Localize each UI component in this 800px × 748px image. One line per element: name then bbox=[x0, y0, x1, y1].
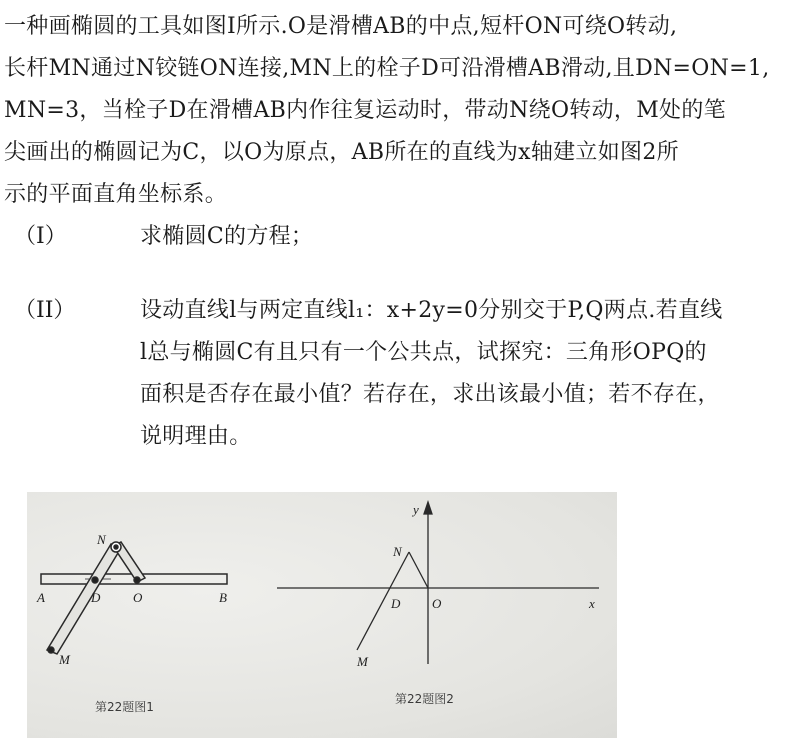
problem-line: 长杆MN通过N铰链ON连接,MN上的栓子D可沿滑槽AB滑动,且DN=ON=1, bbox=[4, 56, 770, 81]
fig2-label-y: y bbox=[413, 502, 419, 517]
segment-nm bbox=[357, 552, 409, 650]
rod-mn bbox=[47, 544, 121, 654]
figure-photo bbox=[27, 492, 617, 738]
figure-2-caption: 第22题图2 bbox=[395, 692, 454, 706]
part-2-line: l总与椭圆C有且只有一个公共点，试探究：三角形OPQ的 bbox=[140, 340, 707, 365]
fig2-label-m: M bbox=[357, 654, 368, 669]
figure-2 bbox=[277, 502, 599, 664]
part-1-line: 求椭圆C的方程； bbox=[140, 224, 314, 249]
problem-statement bbox=[4, 6, 794, 216]
y-axis-arrow bbox=[424, 502, 432, 514]
segment-on bbox=[409, 552, 428, 588]
fig1-label-b: B bbox=[219, 590, 227, 605]
fig1-label-n: N bbox=[97, 532, 106, 547]
pivot-o bbox=[134, 577, 140, 583]
fig2-label-o: O bbox=[432, 596, 442, 611]
fig1-label-m: M bbox=[59, 652, 70, 667]
fig1-label-o: O bbox=[133, 590, 143, 605]
part-2-body bbox=[140, 290, 790, 458]
hinge-n-center bbox=[114, 545, 118, 549]
fig1-label-d: D bbox=[91, 590, 101, 605]
part-2-label: （II） bbox=[14, 298, 76, 323]
part-2-line: 说明理由。 bbox=[140, 424, 252, 449]
fig2-label-x: x bbox=[589, 596, 595, 611]
fig2-label-n: N bbox=[393, 544, 402, 559]
part-2-line: 面积是否存在最小值？若存在，求出该最小值；若不存在， bbox=[140, 382, 720, 407]
part-2-line: 设动直线l与两定直线l₁：x+2y=0分别交于P,Q两点.若直线 bbox=[140, 298, 723, 323]
problem-line: MN=3，当栓子D在滑槽AB内作往复运动时，带动N绕O转动，M处的笔 bbox=[4, 98, 726, 123]
pin-d bbox=[92, 577, 98, 583]
part-1-label: （I） bbox=[14, 224, 67, 249]
part-1-body bbox=[140, 216, 790, 258]
problem-line: 一种画椭圆的工具如图Ⅰ所示.O是滑槽AB的中点,短杆ON可绕O转动, bbox=[4, 14, 678, 39]
figure-1-caption: 第22题图1 bbox=[95, 700, 154, 714]
problem-line: 示的平面直角坐标系。 bbox=[4, 182, 228, 207]
problem-line: 尖画出的椭圆记为C，以O为原点，AB所在的直线为x轴建立如图2所 bbox=[4, 140, 679, 165]
fig2-label-d: D bbox=[391, 596, 401, 611]
fig1-label-a: A bbox=[37, 590, 45, 605]
pen-m bbox=[48, 647, 54, 653]
